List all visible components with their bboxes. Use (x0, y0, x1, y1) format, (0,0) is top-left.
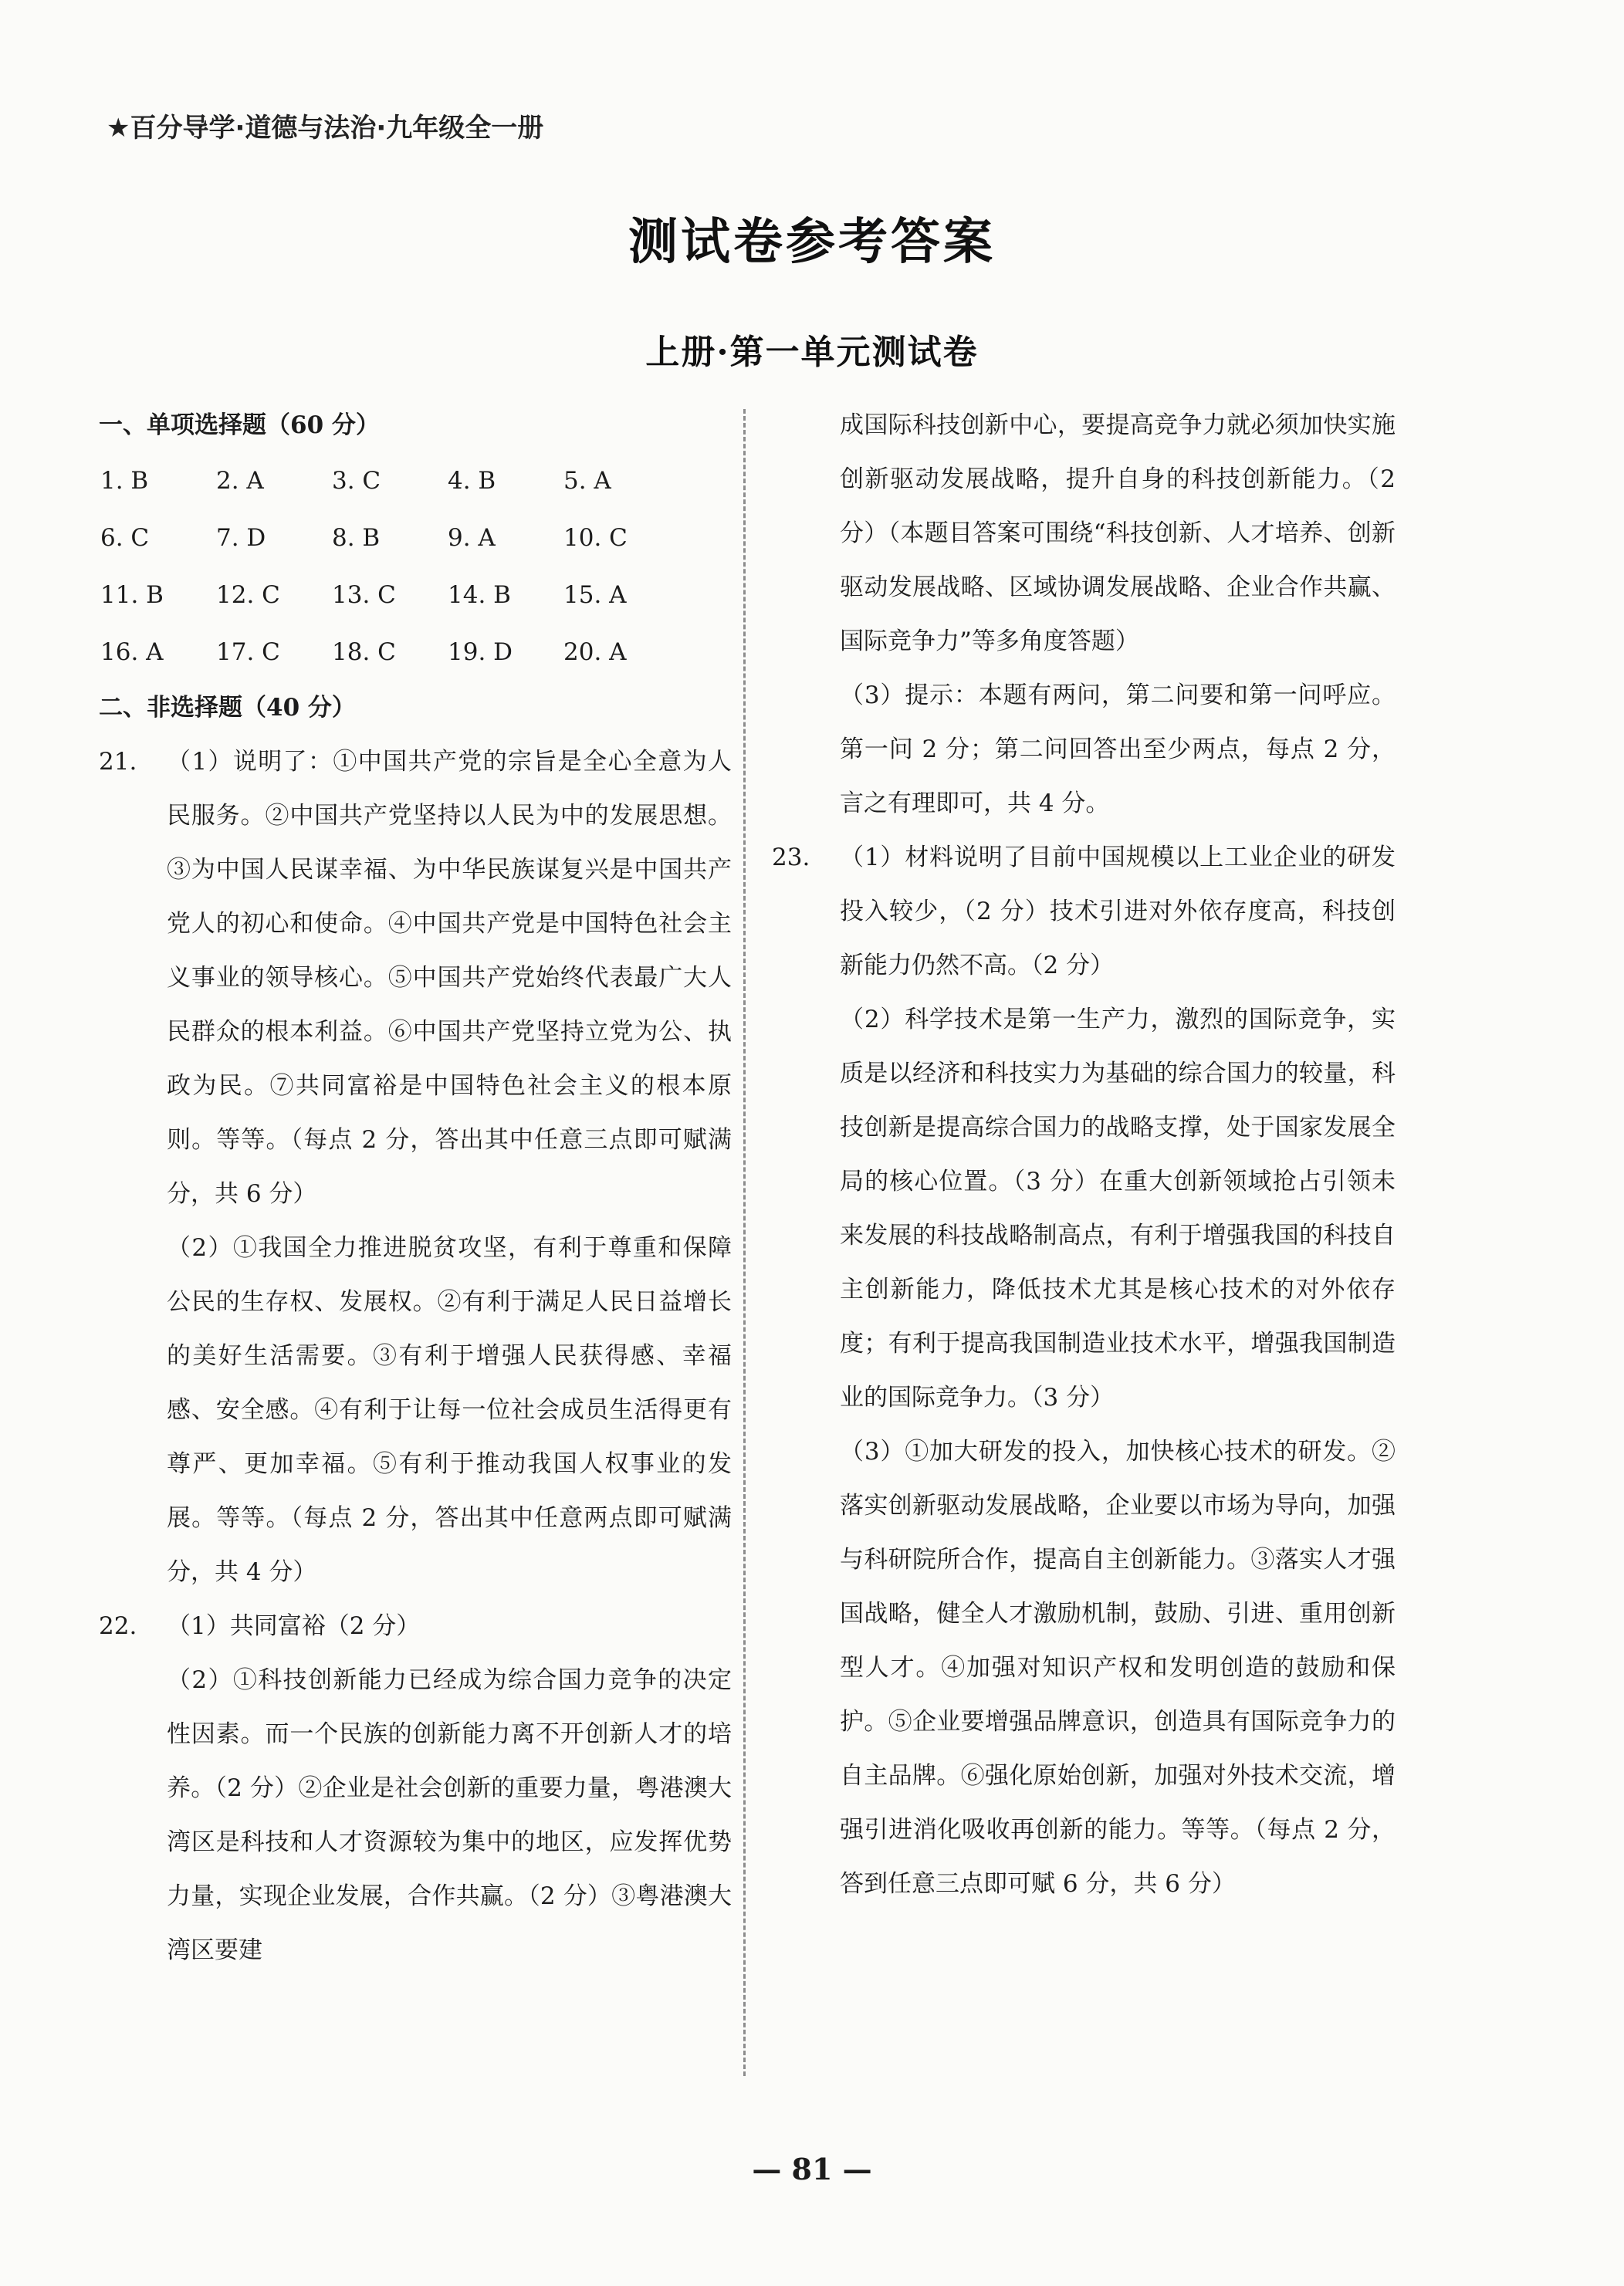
answer-cell: 15. A (563, 581, 627, 609)
answer-cell: 5. A (563, 467, 611, 495)
answer-row (99, 624, 732, 681)
answer-cell: 3. C (332, 467, 381, 495)
answer-cell: 4. B (448, 467, 496, 495)
answer-cell: 18. C (332, 638, 396, 666)
question-21 (99, 735, 732, 1599)
question-number: 22. (99, 1612, 137, 1640)
answer-row (99, 452, 732, 509)
answer-cell: 6. C (100, 524, 150, 552)
answer-paragraph: （2）①我国全力推进脱贫攻坚，有利于尊重和保障公民的生存权、发展权。②有利于满足人民日益增长的美好生活需要。③有利于增强人民获得感、幸福感、安全感。④有利于让每一位社会成员生活得更有尊严、更加幸福。⑤有利于推动我国人权事业的发展。等等。（每点 2 分，答出其中任意两点即可赋满分，共 4 分） (167, 1234, 732, 1586)
question-number: 21. (99, 748, 137, 776)
answer-row (99, 509, 732, 566)
answer-cell: 13. C (332, 581, 396, 609)
answer-cell: 17. C (216, 638, 280, 666)
question-23 (772, 830, 1396, 1911)
answer-paragraph: （3）提示：本题有两问，第二问要和第一问呼应。第一问 2 分；第二问回答出至少两点，每点 2 分，言之有理即可，共 4 分。 (840, 681, 1396, 817)
answer-paragraph: （1）材料说明了目前中国规模以上工业企业的研发投入较少，（2 分）技术引进对外依存度高，科技创新能力仍然不高。（2 分） (840, 844, 1396, 979)
page-subtitle: 上册·第一单元测试卷 (645, 333, 979, 372)
answer-paragraph: （2）科学技术是第一生产力，激烈的国际竞争，实质是以经济和科技实力为基础的综合国力的较量，科技创新是提高综合国力的战略支撑，处于国家发展全局的核心位置。（3 分）在重大创新领域抢占引领未来发展的科技战略制高点，有利于增强我国的科技自主创新能力，降低技术尤其是核心技术的对外依存度；有利于提高我国制造业技术水平，增强我国制造业的国际竞争力。（3 分） (840, 1006, 1396, 1412)
answer-cell: 20. A (563, 638, 627, 666)
answer-paragraph: （1）共同富裕（2 分） (167, 1612, 421, 1640)
right-column (772, 398, 1396, 1911)
section-2-heading: 二、非选择题（40 分） (99, 694, 356, 722)
answer-cell: 8. B (332, 524, 381, 552)
section-1-heading: 一、单项选择题（60 分） (99, 411, 380, 439)
question-number: 23. (772, 844, 810, 871)
multiple-choice-answers (99, 452, 732, 681)
answer-cell: 12. C (216, 581, 280, 609)
page-number: — 81 — (752, 2152, 872, 2186)
answer-cell: 11. B (100, 581, 164, 609)
page-title: 测试卷参考答案 (628, 213, 996, 271)
answer-row (99, 566, 732, 624)
answer-cell: 19. D (448, 638, 513, 666)
answer-cell: 16. A (100, 638, 164, 666)
answer-paragraph-continued: 成国际科技创新中心，要提高竞争力就必须加快实施创新驱动发展战略，提升自身的科技创新能力。（2 分）（本题目答案可围绕“科技创新、人才培养、创新驱动发展战略、区域协调发展战略、企业合作共赢、国际竞争力”等多角度答题） (840, 411, 1396, 655)
answer-cell: 9. A (448, 524, 496, 552)
answer-cell: 7. D (216, 524, 266, 552)
answer-paragraph: （3）①加大研发的投入，加快核心技术的研发。②落实创新驱动发展战略，企业要以市场为导向，加强与科研院所合作，提高自主创新能力。③落实人才强国战略，健全人才激励机制，鼓励、引进、重用创新型人才。④加强对知识产权和发明创造的鼓励和保护。⑤企业要增强品牌意识，创造具有国际竞争力的自主品牌。⑥强化原始创新，加强对外技术交流，增强引进消化吸收再创新的能力。等等。（每点 2 分，答到任意三点即可赋 6 分，共 6 分） (840, 1438, 1396, 1898)
question-22 (99, 1599, 732, 1977)
answer-cell: 2. A (216, 467, 264, 495)
answer-paragraph: （1）说明了：①中国共产党的宗旨是全心全意为人民服务。②中国共产党坚持以人民为中的发展思想。③为中国人民谋幸福、为中华民族谋复兴是中国共产党人的初心和使命。④中国共产党是中国特色社会主义事业的领导核心。⑤中国共产党始终代表最广大人民群众的根本利益。⑥中国共产党坚持立党为公、执政为民。⑦共同富裕是中国特色社会主义的根本原则。等等。（每点 2 分，答出其中任意三点即可赋满分，共 6 分） (167, 748, 732, 1208)
answer-paragraph: （2）①科技创新能力已经成为综合国力竞争的决定性因素。而一个民族的创新能力离不开创新人才的培养。（2 分）②企业是社会创新的重要力量，粤港澳大湾区是科技和人才资源较为集中的地区，应发挥优势力量，实现企业发展，合作共赢。（2 分）③粤港澳大湾区要建 (167, 1666, 732, 1964)
book-header: ★百分导学·道德与法治·九年级全一册 (107, 113, 544, 144)
left-column (99, 398, 732, 1977)
column-divider (743, 409, 746, 2076)
answer-cell: 10. C (563, 524, 628, 552)
answer-cell: 14. B (448, 581, 511, 609)
answer-cell: 1. B (100, 467, 149, 495)
